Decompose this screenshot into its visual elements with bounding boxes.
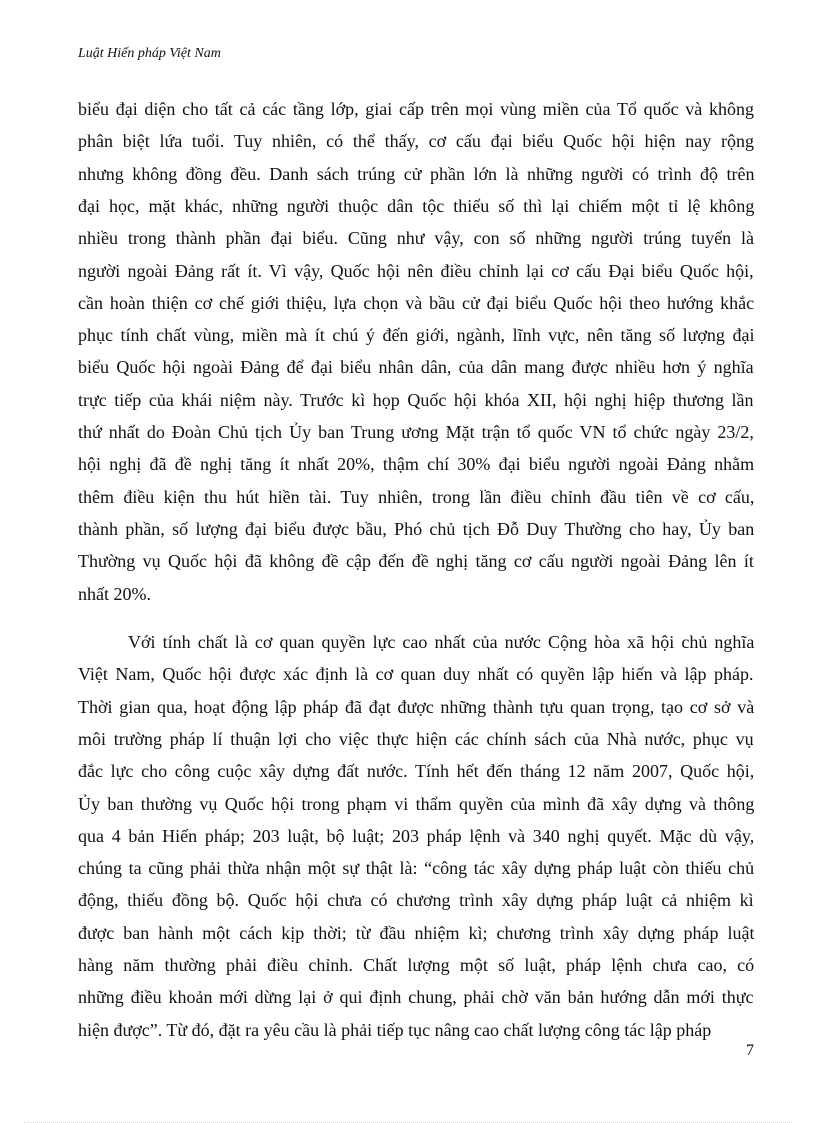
page-number: 7 — [746, 1042, 754, 1059]
text-line: môi trường pháp lí thuận lợi cho việc thực hiện các chính sách của Nhà nước, phục vụ — [78, 729, 754, 749]
text-line: hội nghị đã đề nghị tăng ít nhất 20%, thậm chí 30% đại biểu người ngoài Đảng nhằm — [78, 454, 755, 474]
text-line: cần hoàn thiện cơ chế giới thiệu, lựa chọn và bầu cử đại biểu Quốc hội theo hướng khắc — [78, 293, 755, 313]
text-line: thêm điều kiện thu hút hiền tài. Tuy nhiên, trong lần điều chỉnh đầu tiên về cơ cấu, — [78, 487, 755, 507]
text-line: Ủy ban thường vụ Quốc hội trong phạm vi thẩm quyền của mình đã xây dựng và thông — [78, 794, 755, 814]
text-line: được ban hành một cách kịp thời; từ đầu nhiệm kì; chương trình xây dựng pháp luật — [78, 923, 755, 943]
text-line: chúng ta cũng phải thừa nhận một sự thật là: “công tác xây dựng pháp luật còn thiếu chủ — [78, 858, 755, 878]
text-line: hàng năm thường phải điều chỉnh. Chất lượng một số luật, pháp lệnh chưa cao, có — [78, 955, 755, 975]
text-line: nhiều trong thành phần đại biểu. Cũng như vậy, con số những người trúng tuyển là — [78, 228, 755, 248]
text-line: động, thiếu đồng bộ. Quốc hội chưa có chương trình xây dựng pháp luật cả nhiệm kì — [78, 890, 754, 910]
text-line: đại học, mặt khác, những người thuộc dân tộc thiểu số thì lại chiếm một tỉ lệ không — [78, 196, 755, 216]
text-line: nhưng không đồng đều. Danh sách trúng cử phần lớn là những người có trình độ trên — [78, 164, 755, 184]
text-line: phục tính chất vùng, miền mà ít chú ý đến giới, ngành, lĩnh vực, nên tăng số lượng đại — [78, 325, 755, 345]
text-line: thứ nhất do Đoàn Chủ tịch Ủy ban Trung ương Mặt trận tổ quốc VN tổ chức ngày 23/2, — [78, 422, 754, 442]
text-line: những điều khoản mới dừng lại ở qui định chung, phải chờ văn bản hướng dẫn mới thực — [78, 987, 754, 1007]
text-line: biểu đại diện cho tất cả các tầng lớp, giai cấp trên mọi vùng miền của Tổ quốc và không — [78, 99, 754, 119]
text-line: nhất 20%. — [78, 584, 151, 604]
running-header: Luật Hiến pháp Việt Nam — [78, 46, 221, 61]
text-line: Thời gian qua, hoạt động lập pháp đã đạt được những thành tựu quan trọng, tạo cơ sở và — [78, 697, 755, 717]
text-line: Việt Nam, Quốc hội được xác định là cơ quan duy nhất có quyền lập hiến và lập pháp. — [78, 664, 754, 684]
text-line: hiện được”. Từ đó, đặt ra yêu cầu là phải tiếp tục nâng cao chất lượng công tác lập pháp — [78, 1020, 712, 1040]
text-line: Với tính chất là cơ quan quyền lực cao nhất của nước Cộng hòa xã hội chủ nghĩa — [128, 632, 755, 652]
text-line: trực tiếp của khái niệm này. Trước kì họp Quốc hội khóa XII, hội nghị hiệp thương lần — [78, 390, 754, 410]
text-line: Thường vụ Quốc hội đã không đề cập đến đề nghị tăng cơ cấu người ngoài Đảng lên ít — [78, 551, 754, 571]
text-line: đắc lực cho công cuộc xây dựng đất nước. Tính hết đến tháng 12 năm 2007, Quốc hội, — [78, 761, 755, 781]
text-line: phân biệt lứa tuổi. Tuy nhiên, có thể thấy, cơ cấu đại biểu Quốc hội hiện nay rộng — [78, 131, 754, 151]
text-line: thành phần, số lượng đại biểu được bầu, Phó chủ tịch Đỗ Duy Thường cho hay, Ủy ban — [78, 519, 755, 539]
text-line: biểu Quốc hội ngoài Đảng để đại biểu nhân dân, của dân mang được nhiều hơn ý nghĩa — [78, 357, 754, 377]
text-line: người ngoài Đảng rất ít. Vì vậy, Quốc hội nên điều chỉnh lại cơ cấu Đại biểu Quốc hội, — [78, 261, 754, 281]
text-line: qua 4 bản Hiến pháp; 203 luật, bộ luật; 203 pháp lệnh và 340 nghị quyết. Mặc dù vậy, — [78, 826, 755, 846]
